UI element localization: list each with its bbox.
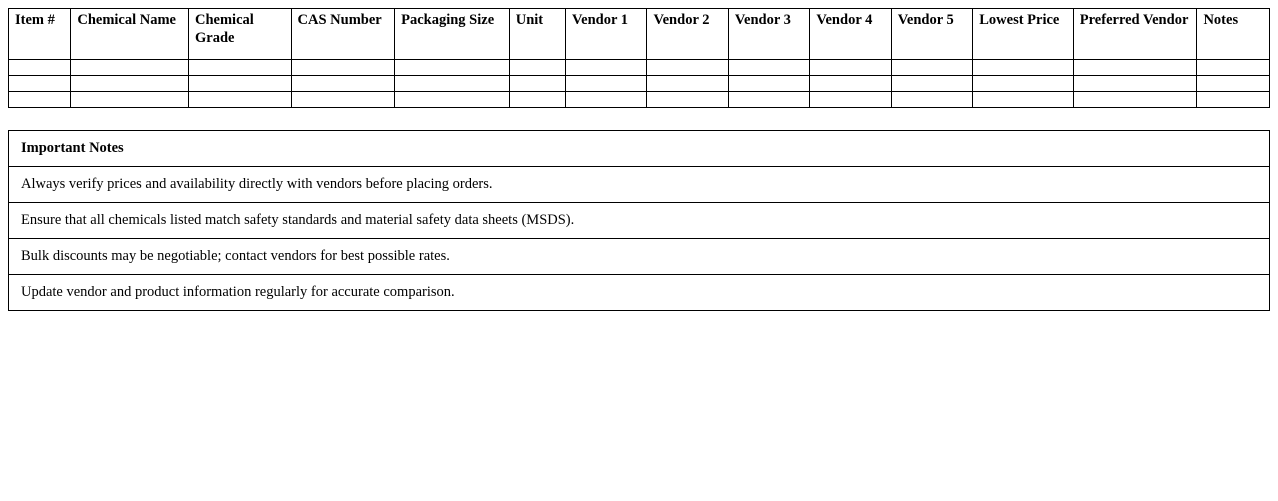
important-notes-section	[8, 130, 1270, 311]
cell-lowest-price[interactable]	[973, 92, 1074, 108]
cell-chemical-grade[interactable]	[188, 92, 291, 108]
cell-chemical-name[interactable]	[71, 76, 189, 92]
cell-unit[interactable]	[509, 92, 565, 108]
cell-vendor-2[interactable]	[647, 92, 728, 108]
cell-vendor-4[interactable]	[810, 92, 891, 108]
chemical-vendor-comparison-table	[8, 8, 1270, 108]
column-header-vendor-1: Vendor 1	[566, 9, 647, 60]
cell-packaging-size[interactable]	[395, 76, 510, 92]
column-header-chemical-grade: Chemical Grade	[188, 9, 291, 60]
notes-row	[9, 239, 1270, 275]
column-header-vendor-3: Vendor 3	[728, 9, 809, 60]
cell-vendor-1[interactable]	[566, 92, 647, 108]
cell-vendor-1[interactable]	[566, 60, 647, 76]
cell-preferred-vendor[interactable]	[1073, 60, 1197, 76]
cell-chemical-name[interactable]	[71, 92, 189, 108]
note-item: Ensure that all chemicals listed match safety standards and material safety data sheets (MSDS).	[9, 203, 1270, 239]
table-row[interactable]	[9, 76, 1270, 92]
table-header-row	[9, 9, 1270, 60]
cell-lowest-price[interactable]	[973, 76, 1074, 92]
cell-chemical-name[interactable]	[71, 60, 189, 76]
cell-vendor-1[interactable]	[566, 76, 647, 92]
cell-chemical-grade[interactable]	[188, 76, 291, 92]
cell-item-number[interactable]	[9, 92, 71, 108]
cell-vendor-2[interactable]	[647, 76, 728, 92]
column-header-vendor-2: Vendor 2	[647, 9, 728, 60]
cell-notes[interactable]	[1197, 76, 1270, 92]
cell-vendor-3[interactable]	[728, 76, 809, 92]
notes-header-row	[9, 131, 1270, 167]
cell-notes[interactable]	[1197, 92, 1270, 108]
cell-packaging-size[interactable]	[395, 60, 510, 76]
column-header-chemical-name: Chemical Name	[71, 9, 189, 60]
column-header-item-number: Item #	[9, 9, 71, 60]
table-body	[9, 60, 1270, 108]
cell-vendor-5[interactable]	[891, 76, 972, 92]
cell-cas-number[interactable]	[291, 92, 395, 108]
column-header-unit: Unit	[509, 9, 565, 60]
cell-cas-number[interactable]	[291, 76, 395, 92]
cell-chemical-grade[interactable]	[188, 60, 291, 76]
cell-unit[interactable]	[509, 60, 565, 76]
cell-vendor-5[interactable]	[891, 92, 972, 108]
cell-item-number[interactable]	[9, 76, 71, 92]
column-header-packaging-size: Packaging Size	[395, 9, 510, 60]
cell-packaging-size[interactable]	[395, 92, 510, 108]
column-header-preferred-vendor: Preferred Vendor	[1073, 9, 1197, 60]
table-row[interactable]	[9, 60, 1270, 76]
cell-notes[interactable]	[1197, 60, 1270, 76]
column-header-notes: Notes	[1197, 9, 1270, 60]
note-item: Always verify prices and availability directly with vendors before placing orders.	[9, 167, 1270, 203]
cell-vendor-4[interactable]	[810, 60, 891, 76]
notes-row	[9, 167, 1270, 203]
cell-preferred-vendor[interactable]	[1073, 76, 1197, 92]
column-header-lowest-price: Lowest Price	[973, 9, 1074, 60]
cell-cas-number[interactable]	[291, 60, 395, 76]
notes-table-header: Important Notes	[9, 131, 1270, 167]
cell-vendor-3[interactable]	[728, 60, 809, 76]
note-item: Update vendor and product information regularly for accurate comparison.	[9, 275, 1270, 311]
table-row[interactable]	[9, 92, 1270, 108]
cell-vendor-5[interactable]	[891, 60, 972, 76]
cell-vendor-3[interactable]	[728, 92, 809, 108]
column-header-vendor-4: Vendor 4	[810, 9, 891, 60]
cell-unit[interactable]	[509, 76, 565, 92]
column-header-cas-number: CAS Number	[291, 9, 395, 60]
notes-row	[9, 203, 1270, 239]
cell-preferred-vendor[interactable]	[1073, 92, 1197, 108]
column-header-vendor-5: Vendor 5	[891, 9, 972, 60]
note-item: Bulk discounts may be negotiable; contact vendors for best possible rates.	[9, 239, 1270, 275]
cell-lowest-price[interactable]	[973, 60, 1074, 76]
cell-vendor-4[interactable]	[810, 76, 891, 92]
notes-row	[9, 275, 1270, 311]
cell-item-number[interactable]	[9, 60, 71, 76]
cell-vendor-2[interactable]	[647, 60, 728, 76]
important-notes-table	[8, 130, 1270, 311]
